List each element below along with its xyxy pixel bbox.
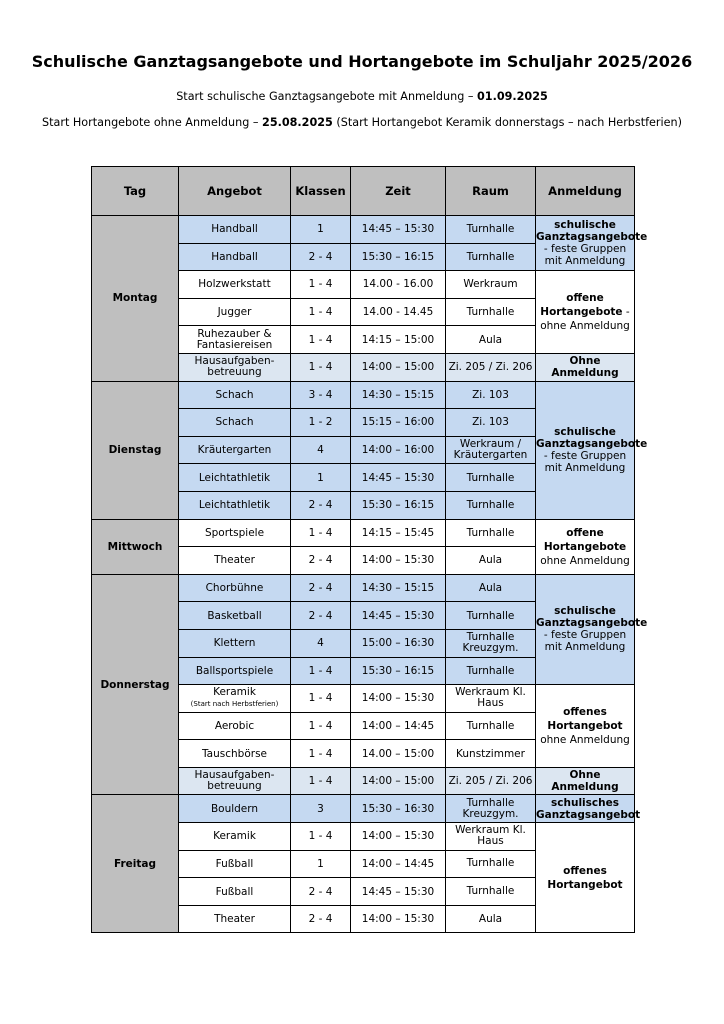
cell-angebot: Leichtathletik [179, 491, 291, 519]
cell-klassen: 2 - 4 [291, 574, 351, 602]
cell-klassen: 1 - 4 [291, 685, 351, 713]
cell-angebot: Leichtathletik [179, 464, 291, 492]
day-mittwoch: Mittwoch [92, 519, 179, 574]
cell-zeit: 14:00 – 15:30 [351, 823, 446, 851]
cell-klassen: 3 - 4 [291, 381, 351, 409]
cell-angebot: Hausaufgaben-betreuung [179, 353, 291, 381]
cell-angebot: Basketball [179, 602, 291, 630]
cell-zeit: 14:30 – 15:15 [351, 574, 446, 602]
subtitle-ganztag [0, 90, 724, 103]
cell-raum: Aula [446, 547, 536, 575]
cell-raum: Turnhalle Kreuzgym. [446, 795, 536, 823]
cell-anmeldung [536, 519, 635, 574]
subtitle-hort-rest: (Start Hortangebot Keramik donnerstags – nach Herbstferien) [332, 116, 682, 129]
cell-klassen: 1 [291, 850, 351, 878]
day-donnerstag: Donnerstag [92, 574, 179, 795]
header-raum: Raum [446, 167, 536, 216]
cell-raum: Zi. 205 / Zi. 206 [446, 767, 536, 795]
cell-anmeldung [536, 685, 635, 768]
cell-raum: Turnhalle [446, 519, 536, 547]
cell-angebot: Klettern [179, 629, 291, 657]
anmeldung-rest: - feste Gruppen mit Anmeldung [543, 450, 627, 475]
cell-zeit: 15:30 – 16:15 [351, 491, 446, 519]
cell-angebot: Chorbühne [179, 574, 291, 602]
anmeldung-rest: ohne Anmeldung [540, 554, 630, 567]
subtitle-hort [0, 116, 724, 129]
cell-zeit: 14:15 – 15:45 [351, 519, 446, 547]
schedule-table [91, 166, 648, 933]
cell-klassen: 1 - 4 [291, 712, 351, 740]
table-row [92, 519, 635, 547]
cell-angebot: Bouldern [179, 795, 291, 823]
cell-klassen: 1 - 2 [291, 409, 351, 437]
table-row [92, 216, 635, 244]
cell-angebot: Tauschbörse [179, 740, 291, 768]
angebot-name: Keramik [213, 685, 256, 698]
cell-klassen: 1 - 4 [291, 519, 351, 547]
cell-angebot: Hausaufgaben-betreuung [179, 767, 291, 795]
cell-zeit: 14:00 – 15:00 [351, 353, 446, 381]
cell-raum: Turnhalle [446, 712, 536, 740]
day-montag: Montag [92, 216, 179, 382]
cell-zeit: 15:15 – 16:00 [351, 409, 446, 437]
cell-angebot: Theater [179, 905, 291, 933]
cell-anmeldung [536, 574, 648, 684]
cell-angebot: Ballsportspiele [179, 657, 291, 685]
cell-angebot: Jugger [179, 298, 291, 326]
cell-klassen: 1 [291, 216, 351, 244]
cell-raum: Werkraum Kl. Haus [446, 685, 536, 713]
cell-raum: Turnhalle [446, 298, 536, 326]
cell-zeit: 14.00 – 15:00 [351, 740, 446, 768]
cell-zeit: 14:00 – 14:45 [351, 850, 446, 878]
cell-zeit: 15:00 – 16:30 [351, 629, 446, 657]
table-row [92, 574, 635, 602]
cell-anmeldung: Ohne Anmeldung [536, 353, 635, 381]
cell-anmeldung [536, 271, 635, 354]
cell-angebot: Theater [179, 547, 291, 575]
angebot-note: (Start nach Herbstferien) [190, 699, 279, 708]
cell-zeit: 14:00 – 15:30 [351, 685, 446, 713]
cell-angebot: Handball [179, 216, 291, 244]
cell-raum: Turnhalle [446, 657, 536, 685]
cell-zeit: 14:00 – 16:00 [351, 436, 446, 464]
cell-angebot [179, 685, 291, 713]
table-row [92, 381, 635, 409]
cell-angebot: Schach [179, 409, 291, 437]
cell-zeit: 14:00 – 15:30 [351, 905, 446, 933]
header-angebot: Angebot [179, 167, 291, 216]
cell-klassen: 1 - 4 [291, 298, 351, 326]
cell-anmeldung: schulisches Ganztagsangebot [536, 796, 641, 821]
anmeldung-bold: offene Hortangebote [540, 292, 623, 319]
anmeldung-rest: - feste Gruppen mit Anmeldung [543, 243, 627, 268]
cell-zeit: 14:45 – 15:30 [351, 216, 446, 244]
cell-zeit: 14:00 – 15:30 [351, 547, 446, 575]
cell-raum: Zi. 205 / Zi. 206 [446, 353, 536, 381]
anmeldung-bold: offenes Hortangebot [547, 705, 623, 732]
cell-angebot: Handball [179, 243, 291, 271]
subtitle-ganztag-date: 01.09.2025 [477, 90, 548, 103]
cell-klassen: 4 [291, 629, 351, 657]
cell-klassen: 2 - 4 [291, 905, 351, 933]
anmeldung-rest: - ohne Anmeldung [540, 306, 630, 333]
cell-raum: Turnhalle [446, 216, 536, 244]
cell-zeit: 14:00 – 15:00 [351, 767, 446, 795]
cell-raum: Turnhalle [446, 464, 536, 492]
cell-angebot: Sportspiele [179, 519, 291, 547]
subtitle-ganztag-text: Start schulische Ganztagsangebote mit Anmeldung – [176, 90, 478, 103]
header-anmeldung: Anmeldung [536, 167, 635, 216]
cell-klassen: 1 - 4 [291, 353, 351, 381]
cell-klassen: 1 - 4 [291, 271, 351, 299]
cell-raum: Werkraum Kl. Haus [446, 823, 536, 851]
table-header-row [92, 167, 635, 216]
table-row [92, 795, 635, 823]
anmeldung-bold: schulische Ganztagsangebote [536, 426, 648, 451]
cell-anmeldung [536, 216, 648, 271]
cell-klassen: 1 - 4 [291, 767, 351, 795]
cell-angebot: Holzwerkstatt [179, 271, 291, 299]
cell-klassen: 1 - 4 [291, 326, 351, 354]
cell-angebot: Kräutergarten [179, 436, 291, 464]
cell-zeit: 14:45 – 15:30 [351, 602, 446, 630]
cell-anmeldung: offenes Hortangebot [536, 823, 635, 933]
cell-zeit: 15:30 – 16:30 [351, 795, 446, 823]
header-tag: Tag [92, 167, 179, 216]
cell-angebot: Fußball [179, 850, 291, 878]
cell-klassen: 2 - 4 [291, 602, 351, 630]
cell-klassen: 1 - 4 [291, 657, 351, 685]
cell-zeit: 15:30 – 16:15 [351, 657, 446, 685]
cell-raum: Turnhalle [446, 878, 536, 906]
cell-raum: Kunstzimmer [446, 740, 536, 768]
header-klassen: Klassen [291, 167, 351, 216]
cell-raum: Zi. 103 [446, 409, 536, 437]
cell-raum: Aula [446, 326, 536, 354]
cell-klassen: 2 - 4 [291, 243, 351, 271]
cell-klassen: 2 - 4 [291, 547, 351, 575]
cell-zeit: 14:45 – 15:30 [351, 878, 446, 906]
cell-raum: Werkraum / Kräutergarten [446, 436, 536, 464]
anmeldung-bold: schulische Ganztagsangebote [536, 605, 648, 630]
cell-zeit: 14.00 - 16.00 [351, 271, 446, 299]
cell-angebot: Schach [179, 381, 291, 409]
cell-klassen: 1 [291, 464, 351, 492]
anmeldung-bold: offene Hortangebote [543, 526, 627, 553]
cell-raum: Aula [446, 905, 536, 933]
cell-zeit: 15:30 – 16:15 [351, 243, 446, 271]
day-freitag: Freitag [92, 795, 179, 933]
cell-klassen: 1 - 4 [291, 823, 351, 851]
subtitle-hort-text: Start Hortangebote ohne Anmeldung – [42, 116, 263, 129]
cell-zeit: 14.00 - 14.45 [351, 298, 446, 326]
cell-zeit: 14:30 – 15:15 [351, 381, 446, 409]
cell-klassen: 2 - 4 [291, 878, 351, 906]
anmeldung-rest: - feste Gruppen mit Anmeldung [543, 629, 627, 654]
day-dienstag: Dienstag [92, 381, 179, 519]
cell-zeit: 14:00 – 14:45 [351, 712, 446, 740]
cell-raum: Turnhalle [446, 850, 536, 878]
anmeldung-bold: schulische Ganztagsangebote [536, 219, 648, 244]
cell-raum: Aula [446, 574, 536, 602]
cell-raum: Turnhalle Kreuzgym. [446, 629, 536, 657]
cell-angebot: Ruhezauber & Fantasiereisen [179, 326, 291, 354]
cell-anmeldung [536, 381, 648, 519]
cell-raum: Turnhalle [446, 491, 536, 519]
cell-anmeldung: Ohne Anmeldung [536, 767, 635, 795]
cell-klassen: 1 - 4 [291, 740, 351, 768]
cell-klassen: 2 - 4 [291, 491, 351, 519]
cell-klassen: 4 [291, 436, 351, 464]
subtitle-hort-date: 25.08.2025 [262, 116, 333, 129]
cell-klassen: 3 [291, 795, 351, 823]
cell-angebot: Aerobic [179, 712, 291, 740]
cell-zeit: 14:45 – 15:30 [351, 464, 446, 492]
header-zeit: Zeit [351, 167, 446, 216]
cell-angebot: Keramik [179, 823, 291, 851]
cell-angebot: Fußball [179, 878, 291, 906]
cell-zeit: 14:15 – 15:00 [351, 326, 446, 354]
page-title: Schulische Ganztagsangebote und Hortangebote im Schuljahr 2025/2026 [31, 52, 693, 71]
anmeldung-rest: ohne Anmeldung [540, 733, 630, 746]
cell-raum: Zi. 103 [446, 381, 536, 409]
cell-raum: Turnhalle [446, 602, 536, 630]
cell-raum: Werkraum [446, 271, 536, 299]
cell-raum: Turnhalle [446, 243, 536, 271]
